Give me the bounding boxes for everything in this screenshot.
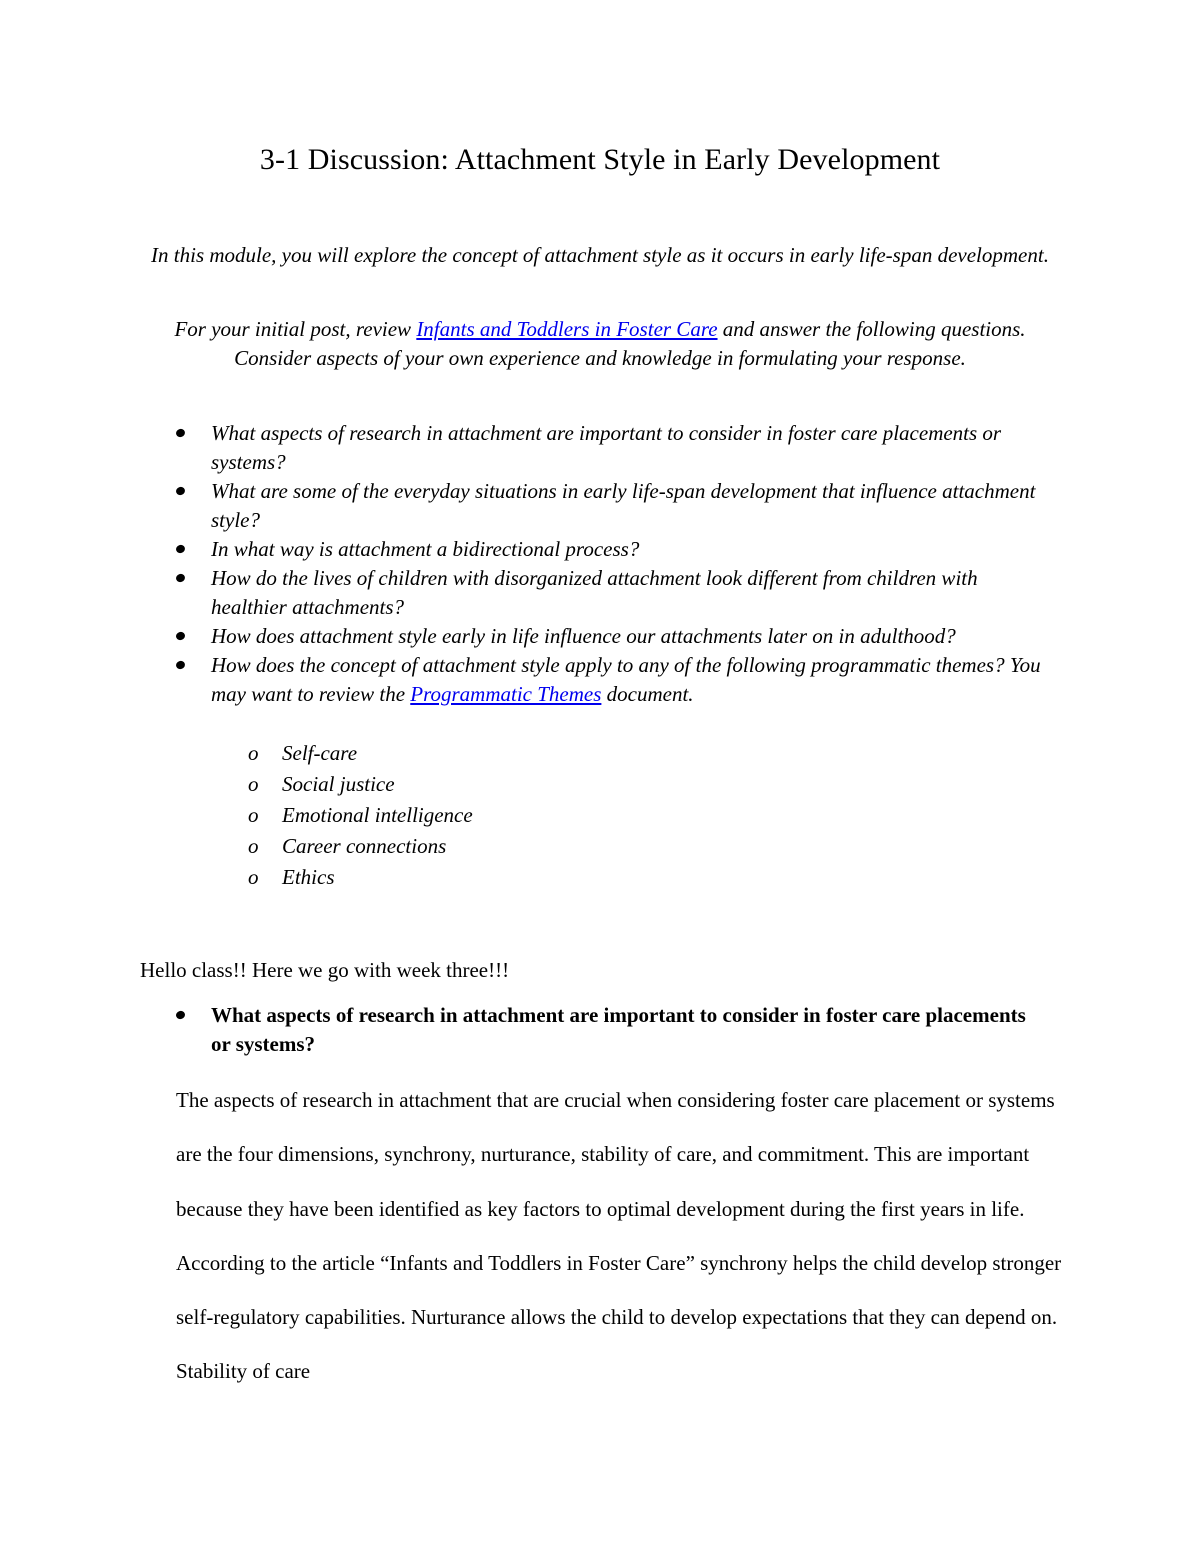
discussion-questions-list bbox=[170, 419, 1050, 709]
infants-toddlers-foster-care-link[interactable]: Infants and Toddlers in Foster Care bbox=[416, 317, 718, 341]
response-question-text: What aspects of research in attachment are important to consider in foster care placements or systems? bbox=[211, 1003, 1026, 1056]
initial-post-instructions bbox=[150, 315, 1050, 373]
question-text: How do the lives of children with disorganized attachment look different from children with healthier attachments? bbox=[211, 566, 978, 619]
bullet-icon bbox=[175, 660, 186, 671]
theme-text: Self-care bbox=[282, 741, 358, 765]
response-question-item bbox=[170, 1001, 1050, 1059]
circle-bullet-icon: o bbox=[248, 772, 259, 796]
question-text: How does attachment style early in life influence our attachments later on in adulthood? bbox=[211, 624, 956, 648]
intro-paragraph: In this module, you will explore the concept of attachment style as it occurs in early life-span development. bbox=[151, 243, 1049, 267]
question-item bbox=[170, 419, 1050, 477]
last-question-prefix: How does the concept of attachment style apply to any of the following programmatic themes? You may want to review the bbox=[211, 653, 1041, 706]
greeting-text: Hello class!! Here we go with week three!!! bbox=[140, 958, 510, 982]
question-item bbox=[170, 535, 1050, 564]
bullet-icon bbox=[175, 1010, 186, 1021]
question-text: In what way is attachment a bidirectional process? bbox=[211, 537, 640, 561]
circle-bullet-icon: o bbox=[248, 865, 259, 889]
theme-item bbox=[248, 769, 473, 800]
theme-text: Career connections bbox=[282, 834, 447, 858]
circle-bullet-icon: o bbox=[248, 834, 259, 858]
question-text: What aspects of research in attachment are important to consider in foster care placements or systems? bbox=[211, 421, 1002, 474]
question-item bbox=[170, 477, 1050, 535]
theme-item bbox=[248, 831, 473, 862]
theme-text: Emotional intelligence bbox=[282, 803, 473, 827]
bullet-icon bbox=[175, 573, 186, 584]
response-question-list bbox=[170, 1001, 1050, 1059]
last-question-suffix: document. bbox=[601, 682, 694, 706]
theme-item bbox=[248, 738, 473, 769]
question-item bbox=[170, 564, 1050, 622]
theme-item bbox=[248, 862, 473, 893]
initial-post-prefix: For your initial post, review bbox=[174, 317, 417, 341]
theme-text: Ethics bbox=[282, 865, 335, 889]
initial-post-suffix: and answer the following questions. Consider aspects of your own experience and knowledge in formulating your response. bbox=[234, 317, 1026, 370]
circle-bullet-icon: o bbox=[248, 803, 259, 827]
bullet-icon bbox=[175, 428, 186, 439]
theme-item bbox=[248, 800, 473, 831]
response-answer-paragraph: The aspects of research in attachment that are crucial when considering foster care placement or systems are the four dimensions, synchrony, nurturance, stability of care, and commitment. This are important because they have been identified as key factors to optimal development during the first years in life. According to the article “Infants and Toddlers in Foster Care” synchrony helps the child develop stronger self-regulatory capabilities. Nurturance allows the child to develop expectations that they can depend on. Stability of care bbox=[176, 1088, 1062, 1384]
circle-bullet-icon: o bbox=[248, 741, 259, 765]
theme-text: Social justice bbox=[282, 772, 395, 796]
programmatic-themes-link[interactable]: Programmatic Themes bbox=[410, 682, 602, 706]
question-text: What are some of the everyday situations in early life-span development that influence attachment style? bbox=[211, 479, 1036, 532]
bullet-icon bbox=[175, 631, 186, 642]
programmatic-themes-list bbox=[248, 738, 473, 893]
bullet-icon bbox=[175, 486, 186, 497]
question-item bbox=[170, 651, 1050, 709]
document-title: 3-1 Discussion: Attachment Style in Early Development bbox=[259, 143, 941, 176]
bullet-icon bbox=[175, 544, 186, 555]
question-item bbox=[170, 622, 1050, 651]
